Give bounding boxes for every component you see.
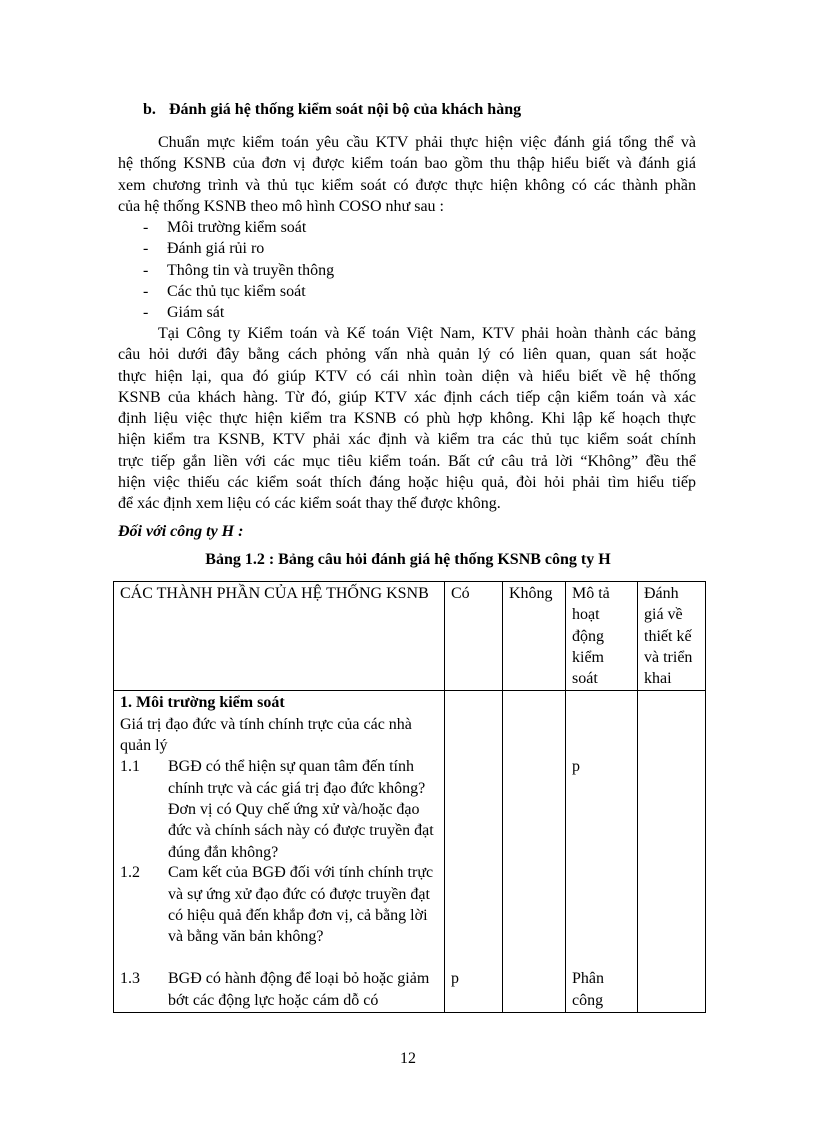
list-item: - Môi trường kiểm soát — [143, 219, 307, 236]
list-item: - Thông tin và truyền thông — [143, 261, 335, 279]
question-text: BGĐ có thể hiện sự quan tâm đến tính chính trực và các giá trị đạo đức không? Đơn vị có Quy chế ứng xử và/hoặc đạo đức và chính sách này có được truyền đạt đúng đắn không? — [168, 758, 434, 861]
evaluate-cell — [638, 691, 706, 1013]
intro-line: xem chương trình và thủ tục kiểm soát có được thực hiện không có các thành phần — [118, 176, 696, 194]
body-line: trực tiếp gắn liền với các mục tiêu kiểm toán. Bất cứ câu trả lời “Không” đều thể — [118, 452, 696, 470]
answer-yes-1-3: p — [451, 970, 459, 988]
company-h-heading: Đối với công ty H : — [118, 523, 244, 540]
header-describe: Mô tả hoạt động kiểm soát — [566, 582, 638, 691]
body-paragraph — [118, 323, 696, 515]
intro-paragraph — [118, 132, 696, 217]
intro-line: hệ thống KSNB của đơn vị được kiểm toán bao gồm thu thập hiểu biết và đánh giá — [118, 155, 696, 173]
body-line: câu hỏi dưới đây bằng cách phỏng vấn nhà quản lý có liên quan, quan sát hoặc — [118, 346, 696, 364]
section-b-title: Đánh giá hệ thống kiểm soát nội bộ của khách hàng — [169, 101, 522, 118]
body-line: để xác định xem liệu có các kiểm soát thay thế được không. — [118, 495, 501, 513]
list-item: - Giám sát — [143, 304, 225, 322]
table-header-row — [114, 582, 706, 691]
describe-cell — [566, 691, 638, 1013]
no-cell — [503, 691, 566, 1013]
question-text: Cam kết của BGĐ đối với tính chính trực và sự ứng xử đạo đức có được truyền đạt có hiệu quả đến khắp đơn vị, cả bằng lời và bằng văn bản không? — [168, 864, 434, 946]
question-item — [120, 862, 438, 968]
component-cell — [114, 691, 445, 1013]
intro-line: Chuẩn mực kiểm toán yêu cầu KTV phải thực hiện việc đánh giá tổng thể và — [158, 134, 696, 151]
question-number: 1.3 — [120, 970, 140, 988]
question-text: BGĐ có hành động để loại bỏ hoặc giảm bớt các động lực hoặc cám dỗ có — [168, 970, 430, 1009]
body-line: hiện kiểm tra KSNB, KTV phải xác định và kiểm tra các thủ tục kiểm soát chính — [118, 431, 696, 449]
subheading: Giá trị đạo đức và tính chính trực của các nhà quản lý — [120, 715, 412, 755]
question-item — [120, 968, 438, 1011]
header-evaluate: Đánh giá về thiết kế và triển khai — [638, 582, 706, 691]
describe-1-1: p — [572, 758, 580, 776]
body-line: định liệu việc thực hiện kiểm tra KSNB có phù hợp không. Khi lập kế hoạch thực — [118, 410, 696, 428]
list-item: - Các thủ tục kiểm soát — [143, 282, 306, 300]
body-line: Tại Công ty Kiểm toán và Kế toán Việt Nam, KTV phải hoàn thành các bảng — [158, 325, 696, 342]
ksnb-questionnaire-table — [113, 581, 706, 1013]
header-no: Không — [503, 582, 566, 691]
coso-components-list — [143, 217, 334, 323]
header-yes: Có — [445, 582, 503, 691]
yes-cell — [445, 691, 503, 1013]
header-component: CÁC THÀNH PHẦN CỦA HỆ THỐNG KSNB — [114, 582, 445, 691]
intro-line: của hệ thống KSNB theo mô hình COSO như sau : — [118, 197, 444, 215]
describe-1-3: Phân công — [572, 970, 604, 1009]
section-b-label: b. — [143, 101, 156, 118]
question-number: 1.2 — [120, 864, 140, 882]
section-title: 1. Môi trường kiểm soát — [120, 694, 285, 712]
section-b-heading — [143, 101, 521, 119]
body-line: KSNB của khách hàng. Từ đó, giúp KTV xác định cách tiếp cận kiểm toán và xác — [118, 388, 696, 406]
list-item: - Đánh giá rủi ro — [143, 240, 265, 258]
table-row — [114, 691, 706, 1013]
question-number: 1.1 — [120, 758, 140, 776]
body-line: thực hiện lại, qua đó giúp KTV có cái nhìn toàn diện và hiểu biết về hệ thống — [118, 367, 696, 385]
table-caption: Bảng 1.2 : Bảng câu hỏi đánh giá hệ thống KSNB công ty H — [205, 551, 611, 568]
question-item — [120, 756, 438, 862]
body-line: hiện việc thiếu các kiểm soát thích đáng hoặc hiệu quả, đòi hỏi phải tìm hiểu tiếp — [118, 474, 696, 492]
page-number: 12 — [400, 1050, 416, 1067]
